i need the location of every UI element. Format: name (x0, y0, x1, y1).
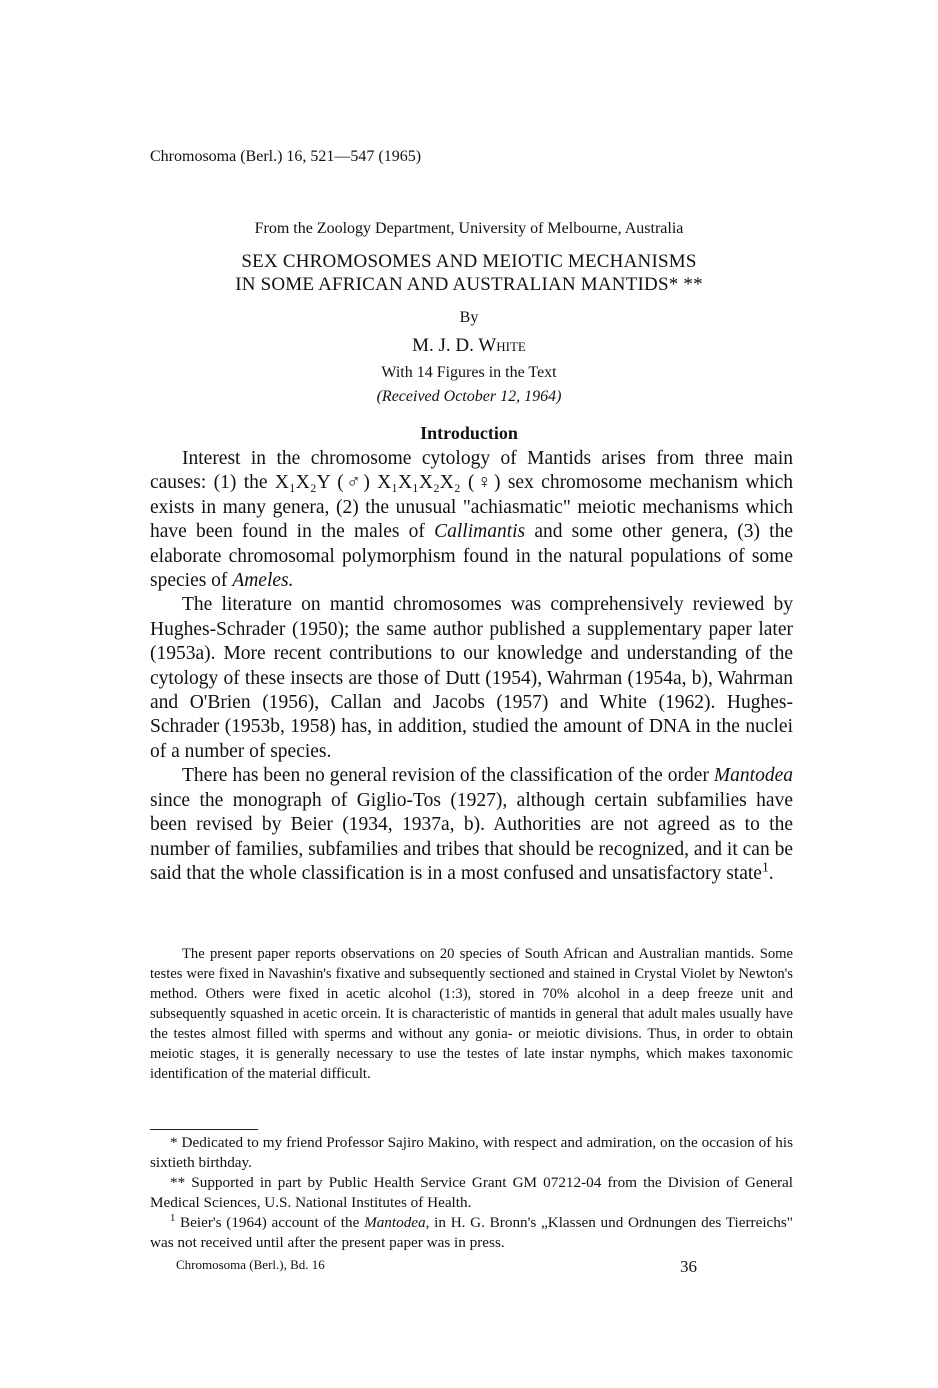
author-name: M. J. D. White (412, 335, 526, 356)
footnote-marker: 1 (761, 859, 769, 875)
section-heading-introduction: Introduction (420, 423, 518, 443)
genus-ameles: Ameles. (232, 570, 294, 592)
figure-count: With 14 Figures in the Text (381, 364, 557, 381)
page-number: 36 (680, 1257, 697, 1276)
paragraph-1: Interest in the chromosome cytology of Mantids arises from three main causes: (1) the X₁X₂Y (♂) X₁X₁X₂X₂ (♀) sex chromosome mechanism which exists in many genera, (2) the unusual "achiasmatic" meiotic mechanisms which have been found in the males of Callimantis and some other genera, (3) the elaborate chromosomal polymorphism found in the natural populations of some species of Ameles. (150, 448, 794, 592)
footnote-grant: ** Supported in part by Public Health Service Grant GM 07212-04 from the Division of General Medical Sciences, U.S. National Institutes of Health. (150, 1174, 793, 1211)
by-line: By (459, 309, 479, 326)
introduction-body (150, 447, 793, 886)
paper-title (0, 250, 938, 296)
title-line-2: IN SOME AFRICAN AND AUSTRALIAN MANTIDS* ** (235, 274, 703, 295)
sex-chromosome-formula: X₁X₂Y (♂) X₁X₁X₂X₂ (♀) (274, 472, 501, 494)
received-date: (Received October 12, 1964) (376, 388, 562, 405)
title-line-1: SEX CHROMOSOMES AND MEIOTIC MECHANISMS (241, 251, 697, 272)
footnote-divider (150, 1129, 258, 1130)
footer-journal: Chromosoma (Berl.), Bd. 16 (176, 1257, 325, 1272)
paragraph-2: The literature on mantid chromosomes was comprehensively reviewed by Hughes-Schrader (1950); the same author published a supplementary paper later (1953a). More recent contributions to our knowledge and understanding of the cytology of these insects are those of Dutt (1954), Wahrman (1954a, b), Wahrman and O'Brien (1956), Callan and Jacobs (1957) and White (1962). Hughes-Schrader (1953b, 1958) has, in addition, studied the amount of DNA in the nuclei of a number of species. (150, 594, 793, 762)
journal-reference: Chromosoma (Berl.) 16, 521—547 (1965) (150, 148, 422, 165)
footnote-1: $^1$ Beier's (1964) account of the Mantodea, in H. G. Bronn's „Klassen und Ordnungen des Tierreichs" was not received until after the present paper was in press. (150, 1212, 793, 1251)
order-mantodea: Mantodea (713, 765, 793, 787)
footnote-dedication: * Dedicated to my friend Professor Sajiro Makino, with respect and admiration, on the occasion of his sixtieth birthday. (150, 1134, 793, 1171)
genus-callimantis: Callimantis (434, 521, 526, 543)
department-line: From the Zoology Department, University of Melbourne, Australia (254, 220, 684, 237)
paragraph-3: There has been no general revision of the classification of the order Mantodea since the monograph of Giglio-Tos (1927), although certain subfamilies have been revised by Beier (1934, 1937a, b). Authorities are not agreed as to the number of families, subfamilies and tribes that should be recognized, and it can be said that the whole classification is in a most confused and unsatisfactory state$^1$. (150, 765, 793, 884)
footnotes (150, 1133, 793, 1253)
methods-paragraph: The present paper reports observations on 20 species of South African and Australian mantids. Some testes were fixed in Navashin's fixative and subsequently sectioned and stained in Crystal Violet by Newton's method. Others were fixed in acetic alcohol (1:3), stored in 70% alcohol in a deep freeze unit and subsequently squashed in acetic orcein. It is characteristic of mantids in general that adult males usually have the testes almost filled with sperms and without any gonia- or meiotic divisions. Thus, in order to obtain meiotic stages, it is generally necessary to use the testes of late instar nymphs, which makes taxonomic identification of the material difficult. (150, 946, 793, 1082)
